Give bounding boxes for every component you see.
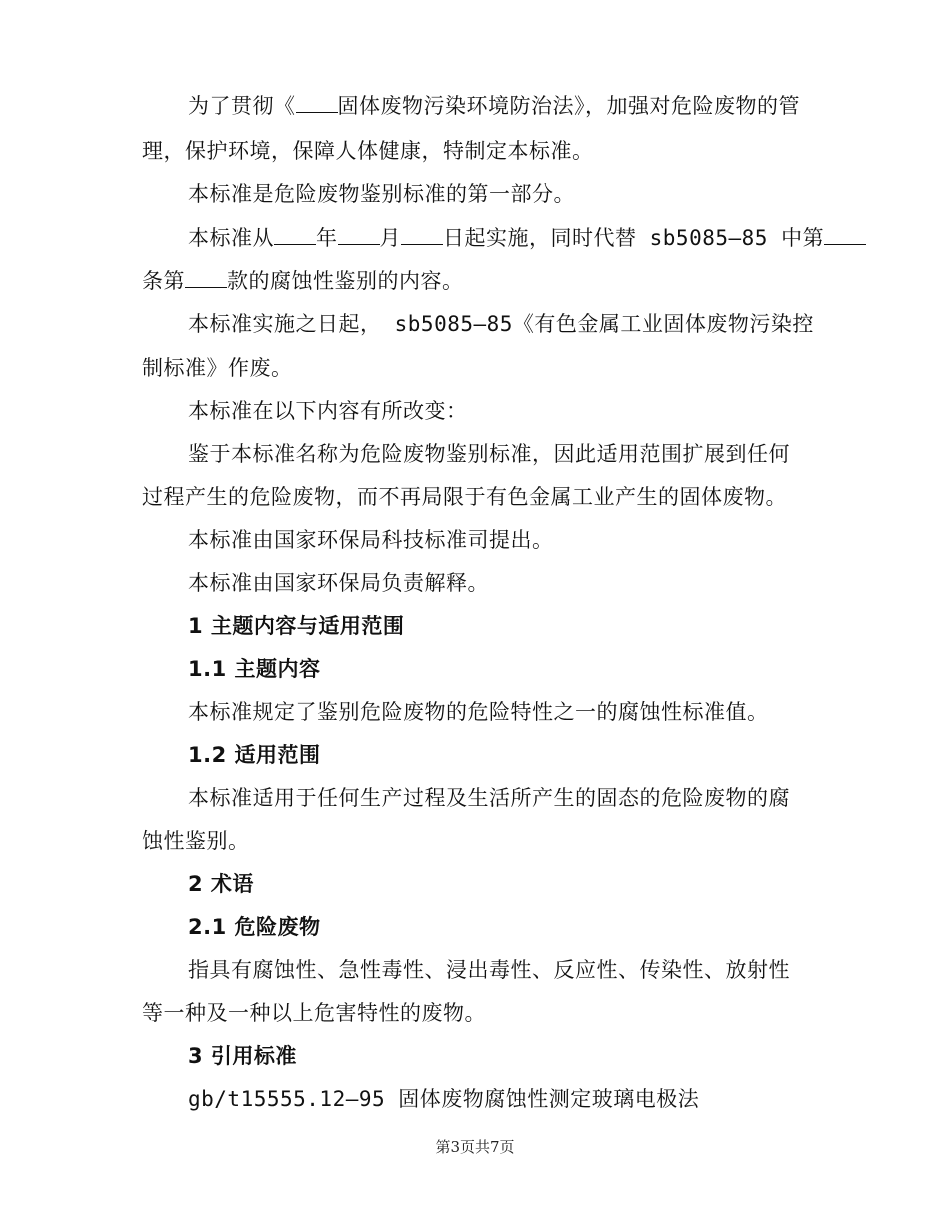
paragraph-scope-change-line2: 过程产生的危险废物，而不再局限于有色金属工业产生的固体废物。 (142, 485, 787, 509)
section-heading-3: 3 引用标准 (188, 1044, 297, 1068)
paragraph-purpose-line1 (188, 92, 858, 120)
blank-underline (338, 224, 380, 245)
text-segment: 固体废物污染环境防治法》，加强对危险废物的管 (337, 94, 800, 118)
section-heading-1: 1 主题内容与适用范围 (188, 614, 405, 638)
paragraph-part-one: 本标准是危险废物鉴别标准的第一部分。 (188, 182, 575, 206)
blank-underline (274, 224, 316, 245)
text-segment: 为了贯彻《 (188, 94, 296, 118)
section-heading-1-2: 1.2 适用范围 (188, 743, 321, 767)
paragraph-applicability-line1: 本标准适用于任何生产过程及生活所产生的固态的危险废物的腐 (188, 786, 790, 810)
paragraph-changes: 本标准在以下内容有所改变： (188, 399, 468, 423)
paragraph-abolish-line1: 本标准实施之日起， sb5085—85《有色金属工业固体废物污染控 (188, 312, 814, 336)
text-segment: 日起实施，同时代替 sb5085—85 中第 (443, 226, 825, 250)
paragraph-effective-line1 (188, 224, 858, 252)
paragraph-scope-change-line1: 鉴于本标准名称为危险废物鉴别标准，因此适用范围扩展到任何 (188, 442, 790, 466)
blank-underline (185, 267, 227, 288)
paragraph-interpreter: 本标准由国家环保局负责解释。 (188, 571, 489, 595)
paragraph-applicability-line2: 蚀性鉴别。 (142, 829, 250, 853)
paragraph-effective-line2 (142, 267, 812, 295)
paragraph-abolish-line2: 制标准》作废。 (142, 356, 293, 380)
blank-underline (296, 92, 338, 113)
text-segment: 本标准从 (188, 226, 274, 250)
text-segment: 条第 (142, 269, 185, 293)
paragraph-definition-line1: 指具有腐蚀性、急性毒性、浸出毒性、反应性、传染性、放射性 (188, 958, 790, 982)
blank-underline (824, 224, 866, 245)
paragraph-definition-line2: 等一种及一种以上危害特性的废物。 (142, 1001, 486, 1025)
paragraph-purpose-line2: 理，保护环境，保障人体健康，特制定本标准。 (142, 139, 594, 163)
paragraph-proposer: 本标准由国家环保局科技标准司提出。 (188, 528, 554, 552)
blank-underline (401, 224, 443, 245)
paragraph-subject: 本标准规定了鉴别危险废物的危险特性之一的腐蚀性标准值。 (188, 700, 769, 724)
section-heading-2: 2 术语 (188, 872, 254, 896)
text-segment: 月 (379, 226, 401, 250)
paragraph-reference-standard: gb/t15555.12—95 固体废物腐蚀性测定玻璃电极法 (188, 1087, 700, 1111)
section-heading-2-1: 2.1 危险废物 (188, 915, 321, 939)
page-number-footer: 第3页共7页 (435, 1138, 515, 1156)
section-heading-1-1: 1.1 主题内容 (188, 657, 321, 681)
text-segment: 年 (316, 226, 338, 250)
text-segment: 款的腐蚀性鉴别的内容。 (227, 269, 464, 293)
